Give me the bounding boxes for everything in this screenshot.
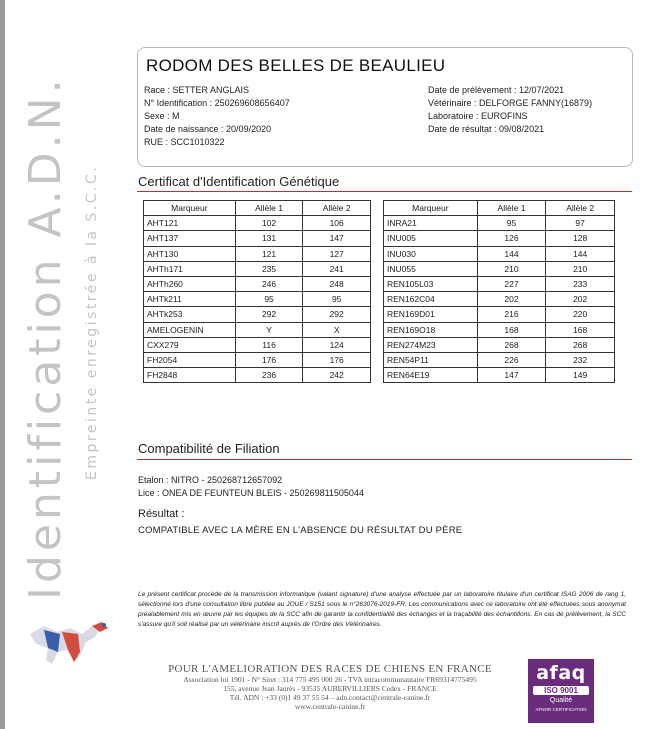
marker-row <box>144 246 371 261</box>
marker-row <box>144 337 371 352</box>
marker-row <box>144 276 371 291</box>
allele-2-value: 248 <box>303 276 371 291</box>
allele-2-value: 128 <box>546 231 615 246</box>
left-edge-bar <box>0 0 5 729</box>
rue: RUE : SCC1010322 <box>144 137 225 147</box>
allele-1-value: 95 <box>477 216 546 231</box>
marker-name: REN274M23 <box>384 337 478 352</box>
marker-name: INU030 <box>384 246 478 261</box>
marker-name: REN169D01 <box>384 307 478 322</box>
marker-row <box>384 231 615 246</box>
allele-2-value: 124 <box>303 337 371 352</box>
column-header-allele-1: Allèle 1 <box>235 201 303 216</box>
marker-name: REN64E19 <box>384 368 478 383</box>
column-header-marker: Marqueur <box>384 201 478 216</box>
allele-1-value: 236 <box>235 368 303 383</box>
afaq-iso-logo <box>528 659 594 723</box>
marker-name: REN162C04 <box>384 292 478 307</box>
vertical-subtitle: Empreinte enregistrée à la S.C.C. <box>84 164 100 480</box>
marker-name: AHTh260 <box>144 276 236 291</box>
marker-row <box>144 261 371 276</box>
marker-name: AHTk253 <box>144 307 236 322</box>
allele-1-value: 121 <box>235 246 303 261</box>
identification-number: N° Identification : 250269608656407 <box>144 98 290 108</box>
footer-contact: Tél. ADN : +33 (0)1 49 37 55 54 – adn.contact@centrale-canine.fr <box>229 693 431 702</box>
afnor-issuer: AFNOR CERTIFICATION <box>535 707 587 712</box>
allele-2-value: 168 <box>546 322 615 337</box>
allele-1-value: 116 <box>235 337 303 352</box>
marker-row <box>384 261 615 276</box>
etalon-value: NITRO - 250268712657092 <box>171 475 283 485</box>
quality-label: Qualité <box>549 697 573 704</box>
marker-name: FH2848 <box>144 368 236 383</box>
allele-1-value: 210 <box>477 261 546 276</box>
marker-row <box>384 292 615 307</box>
marker-row <box>144 322 371 337</box>
marker-row <box>384 352 615 367</box>
allele-1-value: 102 <box>235 216 303 231</box>
dog-name: RODOM DES BELLES DE BEAULIEU <box>146 56 446 75</box>
marker-name: AHT121 <box>144 216 236 231</box>
allele-2-value: 144 <box>546 246 615 261</box>
column-header-marker: Marqueur <box>144 201 236 216</box>
marker-name: CXX279 <box>144 337 236 352</box>
allele-2-value: 242 <box>303 368 371 383</box>
marker-name: REN169O18 <box>384 322 478 337</box>
allele-2-value: X <box>303 322 371 337</box>
marker-table-right <box>383 200 615 383</box>
marker-name: REN105L03 <box>384 276 478 291</box>
allele-1-value: 246 <box>235 276 303 291</box>
allele-1-value: 147 <box>477 368 546 383</box>
marker-row <box>384 322 615 337</box>
allele-2-value: 210 <box>546 261 615 276</box>
allele-1-value: 131 <box>235 231 303 246</box>
allele-1-value: 144 <box>477 246 546 261</box>
breed: Race : SETTER ANGLAIS <box>144 85 250 95</box>
marker-name: INRA21 <box>384 216 478 231</box>
allele-1-value: 268 <box>477 337 546 352</box>
marker-name: FH2054 <box>144 352 236 367</box>
allele-2-value: 202 <box>546 292 615 307</box>
footer-website: www.centrale-canine.fr <box>294 702 366 711</box>
marker-row <box>384 276 615 291</box>
marker-row <box>384 368 615 383</box>
certificate-title: Certificat d'Identification Génétique <box>138 174 340 189</box>
marker-row <box>144 216 371 231</box>
sex: Sexe : M <box>144 111 180 121</box>
allele-2-value: 220 <box>546 307 615 322</box>
result-text: COMPATIBLE AVEC LA MÈRE EN L'ABSENCE DU RÉSULTAT DU PÈRE <box>138 525 463 536</box>
allele-1-value: 95 <box>235 292 303 307</box>
marker-name: AMELOGENIN <box>144 322 236 337</box>
afaq-brand: afaq <box>536 662 586 684</box>
marker-row <box>384 337 615 352</box>
allele-2-value: 268 <box>546 337 615 352</box>
column-header-allele-2: Allèle 2 <box>303 201 371 216</box>
marker-name: AHT130 <box>144 246 236 261</box>
column-header-allele-2: Allèle 2 <box>546 201 615 216</box>
veterinarian: Vétérinaire : DELFORGE FANNY(16879) <box>428 98 593 108</box>
vertical-title: Identification A.D.N. <box>20 75 71 600</box>
certificate-rule <box>137 191 632 192</box>
allele-2-value: 292 <box>303 307 371 322</box>
marker-name: AHT137 <box>144 231 236 246</box>
marker-name: REN54P11 <box>384 352 478 367</box>
marker-row <box>384 307 615 322</box>
allele-2-value: 233 <box>546 276 615 291</box>
filiation-title: Compatibilité de Filiation <box>138 441 280 456</box>
footer-address <box>140 663 520 711</box>
result-date: Date de résultat : 09/08/2021 <box>428 124 545 134</box>
dog-info-left <box>144 84 290 149</box>
allele-2-value: 147 <box>303 231 371 246</box>
marker-name: INU055 <box>384 261 478 276</box>
allele-2-value: 232 <box>546 352 615 367</box>
dog-info-box <box>137 47 633 167</box>
filiation-rule <box>137 459 632 460</box>
marker-name: AHTk211 <box>144 292 236 307</box>
allele-1-value: 235 <box>235 261 303 276</box>
dog-info-right <box>428 84 592 136</box>
marker-table-left <box>143 200 371 383</box>
allele-1-value: 126 <box>477 231 546 246</box>
allele-1-value: 227 <box>477 276 546 291</box>
marker-row <box>384 216 615 231</box>
marker-name: INU005 <box>384 231 478 246</box>
allele-1-value: 168 <box>477 322 546 337</box>
allele-2-value: 149 <box>546 368 615 383</box>
footer-association: Association loi 1901 - N° Siret : 314 775 495 000 26 - TVA intracommunautaire FR69314775495 <box>183 675 477 684</box>
allele-1-value: 202 <box>477 292 546 307</box>
marker-row <box>144 352 371 367</box>
allele-1-value: 176 <box>235 352 303 367</box>
marker-row <box>144 368 371 383</box>
legal-notice: Le présent certificat procède de la transmission informatique (valant signature) d'une analyse effectuée par un laboratoire titulaire d'un certificat ISAG 2006 de rang 1, sélectionné lors d'une consultation libre publiée au JOUE / S151 sous le n°263076-2019-FR. Les communications avec ce laboratoire ont été effectuées sous anonymat préalablement mis en œuvre par les équipes de la SCC afin de garantir la confidentialité des échanges et la traçabilité des échantillons. En cas de prélèvement, la SCC s'assure qu'il soit réalisé par un vétérinaire inscrit auprès de l'Ordre des Vétérinaires. <box>138 591 626 628</box>
iso-standard: ISO 9001 <box>533 686 589 695</box>
lice-label: Lice : <box>138 488 163 498</box>
allele-2-value: 106 <box>303 216 371 231</box>
marker-row <box>144 231 371 246</box>
etalon-label: Etalon : <box>138 475 172 485</box>
sample-date: Date de prélèvement : 12/07/2021 <box>428 85 565 95</box>
allele-1-value: 226 <box>477 352 546 367</box>
marker-row <box>144 307 371 322</box>
allele-2-value: 127 <box>303 246 371 261</box>
allele-2-value: 241 <box>303 261 371 276</box>
footer-motto: POUR L'AMELIORATION DES RACES DE CHIENS EN FRANCE <box>168 663 492 675</box>
allele-2-value: 176 <box>303 352 371 367</box>
etalon-line <box>138 475 282 485</box>
lice-line <box>138 488 364 498</box>
allele-1-value: 292 <box>235 307 303 322</box>
result-label: Résultat : <box>138 508 185 520</box>
column-header-allele-1: Allèle 1 <box>477 201 546 216</box>
scc-dog-logo <box>22 612 122 672</box>
allele-2-value: 97 <box>546 216 615 231</box>
allele-1-value: Y <box>235 322 303 337</box>
marker-name: AHTh171 <box>144 261 236 276</box>
marker-row <box>144 292 371 307</box>
lice-value: ONEA DE FEUNTEUN BLEIS - 250269811505044 <box>162 488 364 498</box>
allele-2-value: 95 <box>303 292 371 307</box>
laboratory: Laboratoire : EUROFINS <box>428 111 528 121</box>
birth-date: Date de naissance : 20/09/2020 <box>144 124 272 134</box>
allele-1-value: 216 <box>477 307 546 322</box>
marker-row <box>384 246 615 261</box>
footer-address-line: 155, avenue Jean Jaurès - 93535 AUBERVILLIERS Cedex - FRANCE <box>223 684 437 693</box>
